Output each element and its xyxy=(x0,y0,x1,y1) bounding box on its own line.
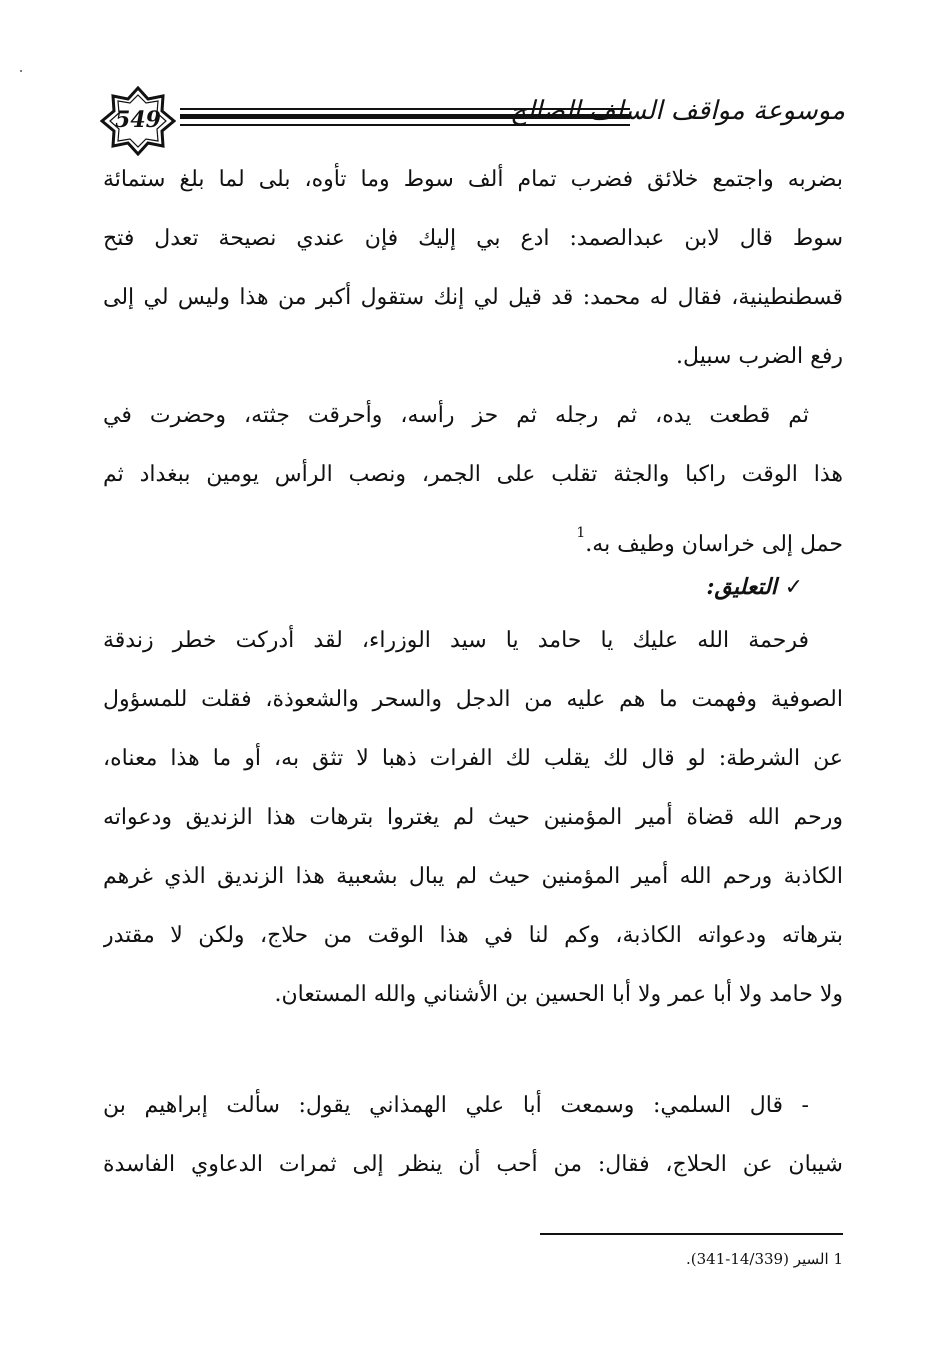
page-number: 549 xyxy=(115,107,161,133)
commentary-title: التعليق: xyxy=(706,574,777,600)
text-line: رفع الضرب سبيل. xyxy=(676,344,843,369)
paragraph-3 xyxy=(103,611,843,1024)
text-line: الكاذبة ورحم الله أمير المؤمنين حيث لم يبال بشعبية هذا الزنديق الذي غرهم xyxy=(103,864,843,889)
text-line: ولا حامد ولا أبا عمر ولا أبا الحسين بن الأشناني والله المستعان. xyxy=(274,982,843,1007)
footnote-separator xyxy=(540,1233,843,1235)
page-header xyxy=(100,86,845,156)
paragraph-1 xyxy=(103,150,843,386)
text-line: بضربه واجتمع خلائق فضرب تمام ألف سوط وما تأوه، بلى لما بلغ ستمائة xyxy=(103,167,843,192)
text-line: عن الشرطة: لو قال لك يقلب لك الفرات ذهبا لا تثق به، أو ما هذا معناه، xyxy=(103,746,843,771)
text-line: ثم قطعت يده، ثم رجله ثم حز رأسه، وأحرقت جثته، وحضرت في xyxy=(103,403,809,428)
footnote-reference-text: (14/339-341). xyxy=(685,1250,789,1268)
text-line: سوط قال لابن عبدالصمد: ادع بي إليك فإن عندي نصيحة تعدل فتح xyxy=(103,226,843,251)
page-number-badge xyxy=(100,86,176,156)
text-line: بترهاته ودعواته الكاذبة، وكم لنا في هذا الوقت من حلاج، ولكن لا مقتدر xyxy=(103,923,843,948)
text-line: هذا الوقت راكبا والجثة تقلب على الجمر، ونصب الرأس يومين ببغداد ثم xyxy=(103,462,843,487)
text-line: ورحم الله قضاة أمير المؤمنين حيث لم يغتروا بترهات هذا الزنديق ودعواته xyxy=(103,805,843,830)
paragraph-4 xyxy=(103,1076,843,1194)
footnote-number: 1 xyxy=(833,1250,843,1268)
text-line: فرحمة الله عليك يا حامد يا سيد الوزراء، لقد أدركت خطر زندقة xyxy=(103,628,809,653)
paragraph-gap xyxy=(103,1024,843,1076)
page-body xyxy=(103,150,843,1194)
text-line: قسطنطينية، فقال له محمد: قد قيل لي إنك ستقول أكبر من هذا وليس لي إلى xyxy=(103,285,843,310)
commentary-heading xyxy=(103,563,843,611)
series-title: موسوعة مواقف السلف الصالح xyxy=(510,96,845,126)
footnote-reference: 1 xyxy=(576,525,586,541)
text-line: الصوفية وفهمت ما هم عليه من الدجل والسحر والشعوذة، فقلت للمسؤول xyxy=(103,687,843,712)
checkmark-icon: ✓ xyxy=(784,575,803,600)
text-line-with-footnote xyxy=(103,504,843,563)
text-line: - قال السلمي: وسمعت أبا علي الهمذاني يقول: سألت إبراهيم بن xyxy=(103,1093,809,1118)
footnote xyxy=(540,1250,843,1268)
footnote-source: السير xyxy=(793,1250,829,1268)
paragraph-2 xyxy=(103,386,843,563)
text-line: حمل إلى خراسان وطيف به. xyxy=(585,532,843,557)
text-line: شيبان عن الحلاج، فقال: من أحب أن ينظر إلى ثمرات الدعاوي الفاسدة xyxy=(103,1152,843,1177)
scan-speck xyxy=(20,70,22,72)
